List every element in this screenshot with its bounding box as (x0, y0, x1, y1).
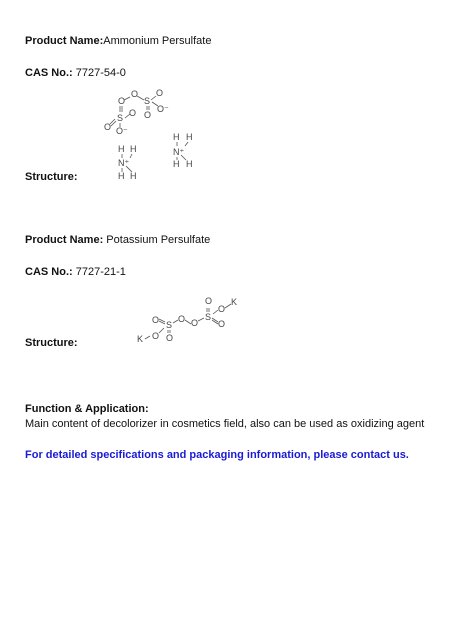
atom-o: O (129, 108, 137, 118)
atom-h: H (130, 171, 137, 181)
atom-n-plus: N⁺ (173, 147, 185, 157)
product1-cas-label: CAS No.: (25, 67, 73, 79)
atom-o: O (178, 314, 186, 324)
function-text: Main content of decolorizer in cosmetics field, also can be used as oxidizing agent (25, 418, 425, 430)
atom-k: K (231, 297, 238, 307)
product1-cas-value: 7727-54-0 (72, 67, 126, 79)
product1-cas-line (25, 66, 126, 80)
atom-o: O (191, 318, 199, 328)
ammonium-persulfate-structure (100, 88, 210, 183)
product2-structure-label: Structure: (25, 337, 78, 349)
product2-name-value: Potassium Persulfate (103, 234, 211, 246)
product2-cas-value: 7727-21-1 (72, 266, 126, 278)
atom-k: K (137, 334, 144, 344)
product1-name-value: Ammonium Persulfate (103, 35, 212, 47)
product2-name-line (25, 233, 210, 247)
atom-s: S (117, 113, 124, 123)
atom-o: O (205, 296, 213, 306)
atom-o-minus: O⁻ (116, 126, 128, 136)
atom-o: O (166, 333, 174, 343)
product1-name-label: Product Name: (25, 35, 104, 47)
atom-h: H (118, 144, 125, 154)
atom-o: O (131, 89, 139, 99)
atom-s: S (144, 96, 151, 106)
product1-name-line (25, 34, 211, 48)
atom-o: O (152, 331, 160, 341)
atom-o: O (218, 304, 226, 314)
atom-h: H (130, 144, 137, 154)
atom-h: H (173, 159, 180, 169)
atom-h: H (186, 159, 193, 169)
atom-o: O (218, 319, 226, 329)
product2-name-label: Product Name: (25, 234, 104, 246)
atom-o: O (118, 96, 126, 106)
potassium-persulfate-structure (130, 290, 260, 350)
contact-link[interactable]: For detailed specifications and packaging information, please contact us. (25, 449, 409, 461)
atom-o-minus: O⁻ (157, 104, 169, 114)
atom-o: O (152, 315, 160, 325)
atom-h: H (118, 171, 125, 181)
product2-cas-line (25, 265, 126, 279)
atom-h: H (173, 132, 180, 142)
atom-s: S (166, 320, 173, 330)
atom-h: H (186, 132, 193, 142)
product2-cas-label: CAS No.: (25, 266, 73, 278)
atom-o: O (156, 88, 164, 98)
atom-s: S (205, 312, 212, 322)
product1-structure-label: Structure: (25, 171, 78, 183)
function-heading: Function & Application: (25, 403, 149, 415)
atom-n-plus: N⁺ (118, 158, 130, 168)
atom-o: O (104, 122, 112, 132)
atom-o: O (144, 110, 152, 120)
